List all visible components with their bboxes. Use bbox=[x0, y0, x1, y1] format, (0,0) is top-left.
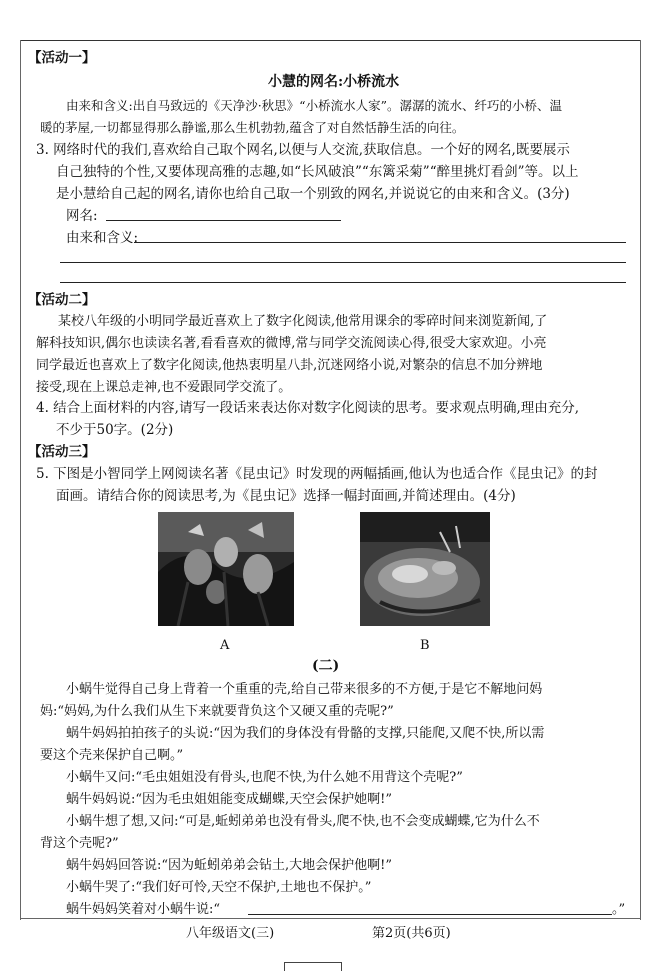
activity1-intro-line1: 由来和含义:出自马致远的《天净沙·秋思》“小桥流水人家”。潺潺的流水、纤巧的小桥、温 bbox=[66, 98, 562, 113]
footer-page-number: 第2页(共6页) bbox=[372, 926, 451, 941]
illustration-b-artwork bbox=[360, 512, 490, 626]
illustration-a-image[interactable] bbox=[158, 512, 294, 626]
story-line6: 蜗牛妈妈说:“因为毛虫姐姐能变成蝴蝶,天空会保护她啊!” bbox=[66, 792, 393, 807]
name-answer-line[interactable] bbox=[106, 220, 341, 221]
question3-line2: 自己独特的个性,又要体现高雅的志趣,如“长风破浪”“东篱采菊”“醉里挑灯看剑”等。以上 bbox=[56, 164, 579, 180]
question4-line2: 不少于50字。(2分) bbox=[56, 422, 174, 438]
story-line8: 背这个壳呢?” bbox=[40, 836, 119, 851]
question3-line1: 3. 网络时代的我们,喜欢给自己取个网名,以便与人交流,获取信息。一个好的网名,既要展示 bbox=[36, 142, 570, 158]
activity2-header: 【活动二】 bbox=[28, 292, 96, 308]
question5-line1: 5. 下图是小智同学上网阅读名著《昆虫记》时发现的两幅插画,他认为也适合作《昆虫记》的封 bbox=[36, 466, 598, 482]
activity2-para-line1: 某校八年级的小明同学最近喜欢上了数字化阅读,他常用课余的零碎时间来浏览新闻,了 bbox=[58, 314, 548, 329]
activity1-title: 小慧的网名:小桥流水 bbox=[268, 74, 400, 90]
meaning-label: 由来和含义: bbox=[66, 230, 139, 246]
story-line4: 要这个壳来保护自己啊。” bbox=[40, 748, 184, 763]
question3-line3: 是小慧给自己起的网名,请你也给自己取一个别致的网名,并说说它的由来和含义。(3分) bbox=[56, 186, 570, 202]
story-line3: 蜗牛妈妈拍拍孩子的头说:“因为我们的身体没有骨骼的支撑,只能爬,又爬不快,所以需 bbox=[66, 726, 545, 741]
meaning-answer-line-2[interactable] bbox=[60, 262, 626, 263]
story-line11: 蜗牛妈妈笑着对小蜗牛说:“ bbox=[66, 902, 221, 917]
illustration-b-image[interactable] bbox=[360, 512, 490, 626]
meaning-answer-line-3[interactable] bbox=[60, 282, 626, 283]
activity3-header: 【活动三】 bbox=[28, 444, 96, 460]
story-line2: 妈:“妈妈,为什么我们从生下来就要背负这个又硬又重的壳呢?” bbox=[40, 704, 394, 719]
story-line1: 小蜗牛觉得自己身上背着一个重重的壳,给自己带来很多的不方便,于是它不解地问妈 bbox=[66, 682, 543, 697]
story-line7: 小蜗牛想了想,又问:“可是,蚯蚓弟弟也没有骨头,爬不快,也不会变成蝴蝶,它为什么不 bbox=[66, 814, 540, 829]
activity1-intro-line2: 暖的茅屋,一切都显得那么静谧,那么生机勃勃,蕴含了对自然恬静生活的向往。 bbox=[40, 120, 465, 135]
frame-top-border bbox=[20, 40, 640, 41]
frame-left-border bbox=[20, 40, 21, 920]
activity2-para-line2: 解科技知识,偶尔也读读名著,看看喜欢的微博,常与同学交流阅读心得,很受大家欢迎。小亮 bbox=[36, 336, 547, 351]
activity2-para-line3: 同学最近也喜欢上了数字化阅读,他热衷明星八卦,沉迷网络小说,对繁杂的信息不加分辨地 bbox=[36, 358, 543, 373]
story-line5: 小蜗牛又问:“毛虫姐姐没有骨头,也爬不快,为什么她不用背这个壳呢?” bbox=[66, 770, 463, 785]
illustration-a-label: A bbox=[220, 638, 230, 653]
activity1-header: 【活动一】 bbox=[28, 50, 96, 66]
frame-right-border bbox=[640, 40, 641, 920]
question5-line2: 面画。请结合你的阅读思考,为《昆虫记》选择一幅封面画,并简述理由。(4分) bbox=[56, 488, 516, 504]
illustration-b-label: B bbox=[420, 638, 430, 653]
story-line9: 蜗牛妈妈回答说:“因为蚯蚓弟弟会钻土,大地会保护他啊!” bbox=[66, 858, 393, 873]
story-answer-line[interactable] bbox=[248, 914, 612, 915]
activity2-para-line4: 接受,现在上课总走神,也不爱跟同学交流了。 bbox=[36, 380, 292, 395]
footer-divider bbox=[20, 918, 640, 919]
name-label: 网名: bbox=[66, 208, 98, 224]
story-line11-end: 。” bbox=[612, 902, 626, 917]
section2-heading: (二) bbox=[312, 658, 340, 674]
footer-subject: 八年级语文(三) bbox=[186, 926, 275, 941]
story-line10: 小蜗牛哭了:“我们好可怜,天空不保护,土地也不保护。” bbox=[66, 880, 372, 895]
illustration-a-artwork bbox=[158, 512, 294, 626]
meaning-answer-line-1[interactable] bbox=[134, 242, 626, 243]
question4-line1: 4. 结合上面材料的内容,请写一段话来表达你对数字化阅读的思考。要求观点明确,理由充分, bbox=[36, 400, 580, 416]
